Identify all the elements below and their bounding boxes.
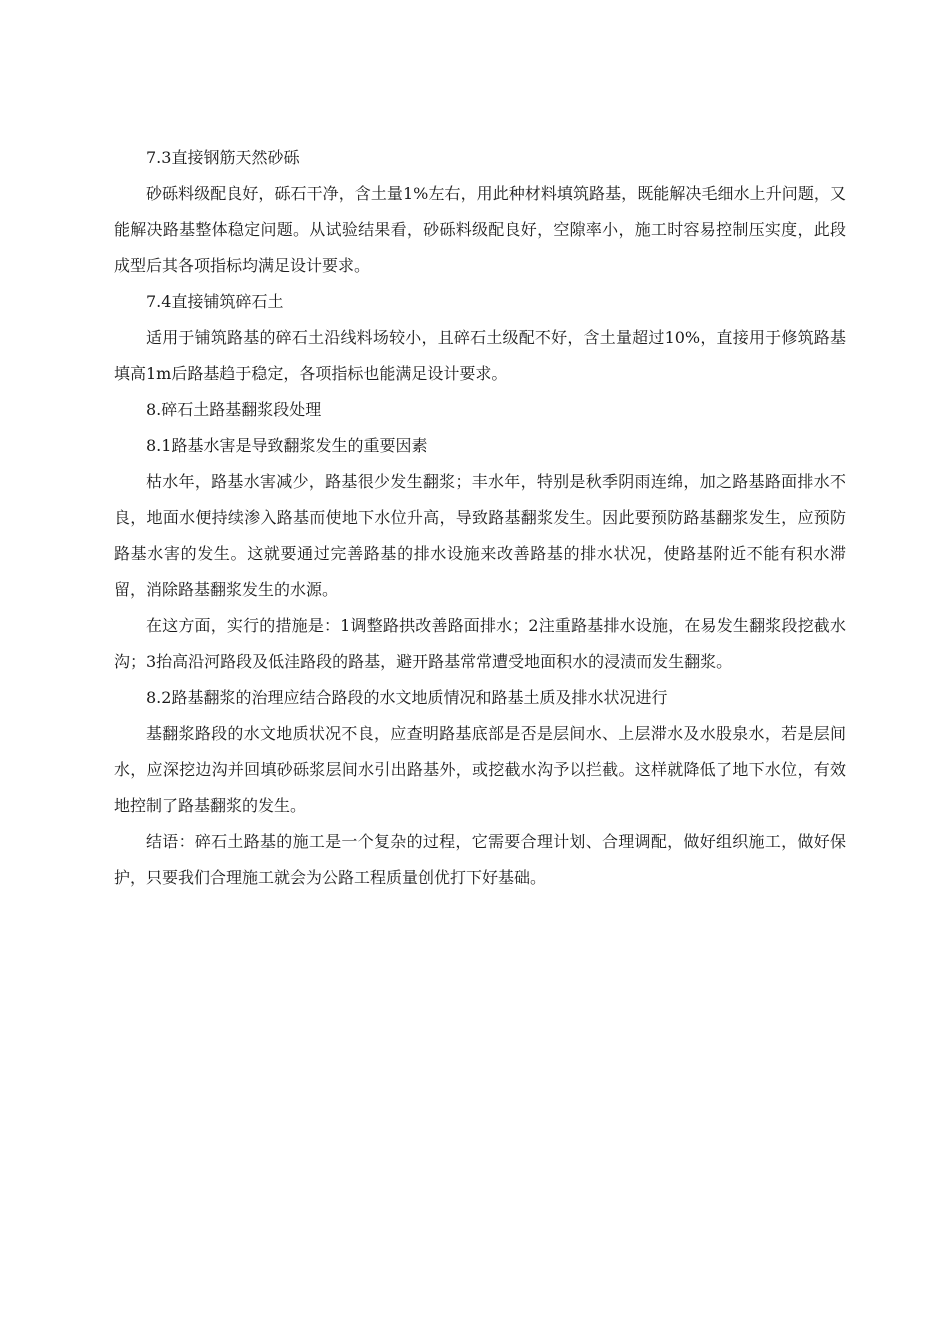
section-heading-7-3: 7.3直接钢筋天然砂砾 — [146, 148, 300, 167]
paragraph-8-2: 基翻浆路段的水文地质状况不良，应查明路基底部是否是层间水、上层滞水及水股泉水，若是层间水，应深挖边沟并回填砂砾浆层间水引出路基外，或挖截水沟予以拦截。这样就降低了地下水位，有效地控制了路基翻浆的发生。 — [114, 724, 846, 815]
section-heading-8: 8.碎石土路基翻浆段处理 — [146, 400, 322, 419]
section-heading-7-4: 7.4直接铺筑碎石土 — [146, 292, 284, 311]
paragraph-8-1-b: 在这方面，实行的措施是：1调整路拱改善路面排水；2注重路基排水设施，在易发生翻浆段挖截水沟；3抬高沿河路段及低洼路段的路基，避开路基常常遭受地面积水的浸渍而发生翻浆。 — [114, 616, 846, 671]
paragraph-7-3: 砂砾料级配良好，砾石干净，含土量1%左右，用此种材料填筑路基，既能解决毛细水上升问题，又能解决路基整体稳定问题。从试验结果看，砂砾料级配良好，空隙率小，施工时容易控制压实度，此段成型后其各项指标均满足设计要求。 — [114, 184, 846, 275]
paragraph-conclusion: 结语：碎石土路基的施工是一个复杂的过程，它需要合理计划、合理调配，做好组织施工，做好保护，只要我们合理施工就会为公路工程质量创优打下好基础。 — [114, 832, 846, 887]
document-body — [114, 140, 846, 896]
paragraph-8-1-a: 枯水年，路基水害减少，路基很少发生翻浆；丰水年，特别是秋季阴雨连绵，加之路基路面排水不良，地面水便持续渗入路基而使地下水位升高，导致路基翻浆发生。因此要预防路基翻浆发生，应预防路基水害的发生。这就要通过完善路基的排水设施来改善路基的排水状况，使路基附近不能有积水滞留，消除路基翻浆发生的水源。 — [114, 472, 846, 599]
section-heading-8-1: 8.1路基水害是导致翻浆发生的重要因素 — [146, 436, 428, 455]
section-heading-8-2: 8.2路基翻浆的治理应结合路段的水文地质情况和路基土质及排水状况进行 — [146, 688, 668, 707]
paragraph-7-4: 适用于铺筑路基的碎石土沿线料场较小，且碎石土级配不好，含土量超过10%，直接用于修筑路基填高1m后路基趋于稳定，各项指标也能满足设计要求。 — [114, 328, 846, 383]
